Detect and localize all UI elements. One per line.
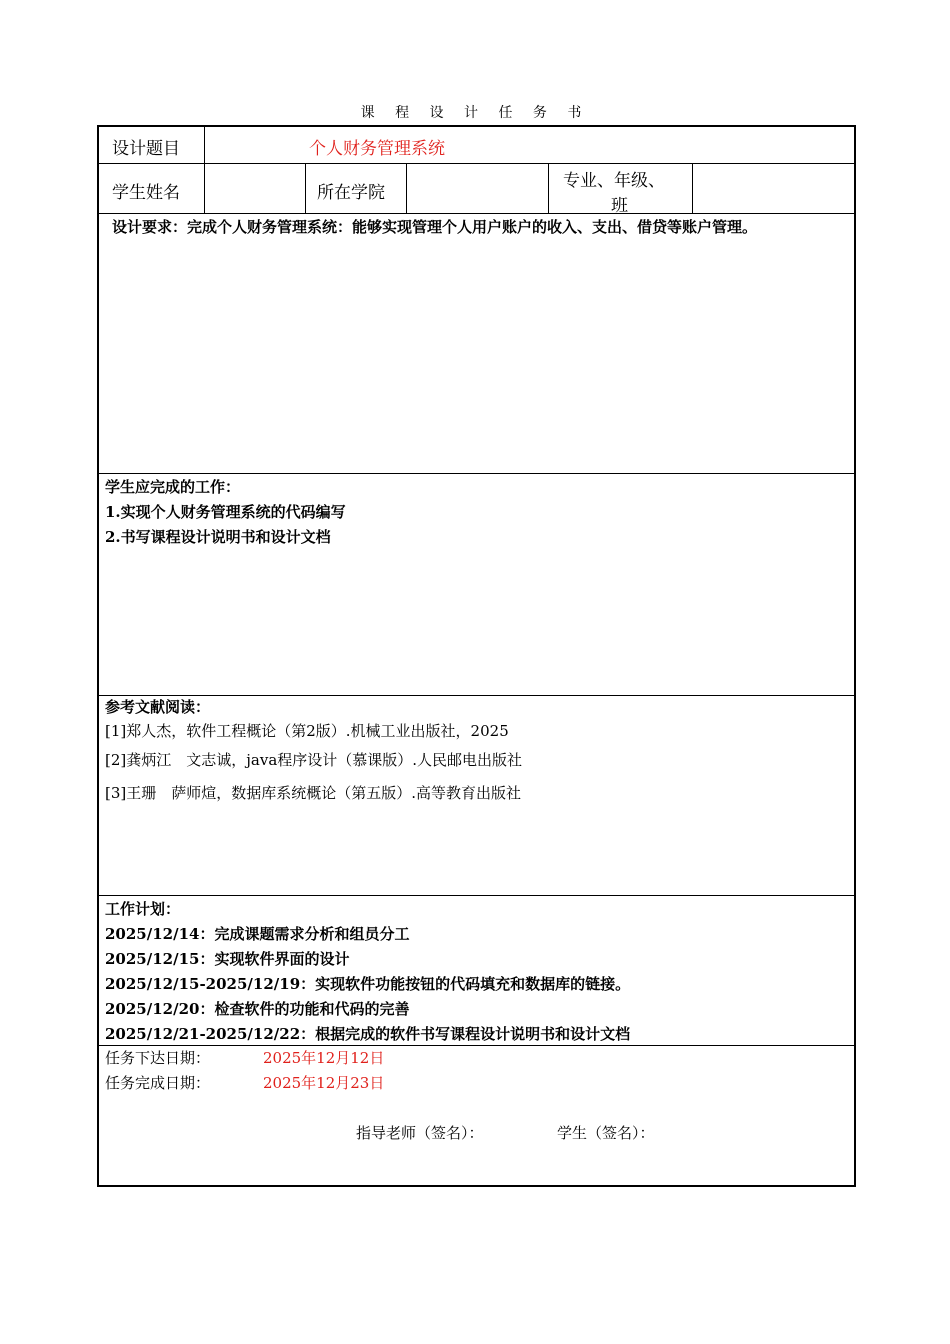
row-divider [99, 213, 854, 214]
plan-item: 2025/12/15-2025/12/19：实现软件功能按钮的代码填充和数据库的链接。 [105, 975, 631, 993]
college-label: 所在学院 [317, 183, 385, 203]
references-heading: 参考文献阅读： [105, 698, 211, 716]
student-signature-label: 学生（签名）： [557, 1124, 655, 1142]
column-divider [406, 163, 407, 214]
plan-item: 2025/12/21-2025/12/22：根据完成的软件书写课程设计说明书和设计文档 [105, 1025, 631, 1043]
plan-item: 2025/12/15：实现软件界面的设计 [105, 950, 350, 968]
plan-item: 2025/12/14：完成课题需求分析和组员分工 [105, 925, 410, 943]
student-name-label: 学生姓名 [112, 183, 180, 203]
design-requirements: 设计要求：完成个人财务管理系统：能够实现管理个人用户账户的收入、支出、借贷等账户管理。 [112, 218, 758, 236]
work-heading: 学生应完成的工作： [105, 478, 241, 496]
column-divider [548, 163, 549, 214]
row-divider [99, 895, 854, 896]
assign-date-value: 2025年12月12日 [263, 1049, 385, 1067]
task-form-table [97, 125, 856, 1187]
teacher-signature-label: 指导老师（签名）： [356, 1124, 484, 1142]
document-title: 课 程 设 计 任 务 书 [360, 105, 590, 121]
plan-heading: 工作计划： [105, 900, 181, 918]
finish-date-value: 2025年12月23日 [263, 1074, 385, 1092]
row-divider [99, 695, 854, 696]
row-divider [99, 473, 854, 474]
assign-date-label: 任务下达日期： [105, 1049, 211, 1067]
major-label-line1: 专业、年级、 [563, 171, 665, 191]
work-item: 1.实现个人财务管理系统的代码编写 [105, 503, 346, 521]
work-item: 2.书写课程设计说明书和设计文档 [105, 528, 331, 546]
major-label-line2: 班 [611, 196, 628, 216]
row-divider [99, 163, 854, 164]
plan-item: 2025/12/20：检查软件的功能和代码的完善 [105, 1000, 410, 1018]
reference-item: [1]郑人杰，软件工程概论（第2版）.机械工业出版社，2025 [105, 722, 509, 740]
column-divider [305, 163, 306, 214]
column-divider [692, 163, 693, 214]
topic-value: 个人财务管理系统 [309, 139, 445, 159]
reference-item: [3]王珊 萨师煊，数据库系统概论（第五版）.高等教育出版社 [105, 784, 522, 802]
topic-label: 设计题目 [112, 139, 180, 159]
column-divider [204, 127, 205, 214]
reference-item: [2]龚炳江 文志诚，java程序设计（慕课版）.人民邮电出版社 [105, 751, 523, 769]
finish-date-label: 任务完成日期： [105, 1074, 211, 1092]
